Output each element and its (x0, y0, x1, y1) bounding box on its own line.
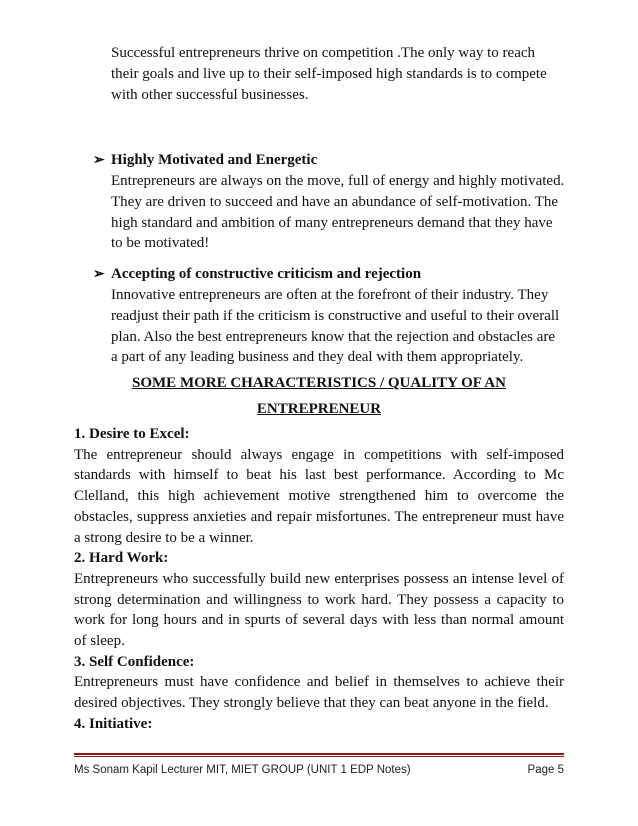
bullet-body: Entrepreneurs are always on the move, full of energy and highly motivated. They are driven to succeed and have an abundance of self-motivation. The high standard and ambition of many entrepreneurs demand that they have to be motivated! (111, 173, 565, 252)
bullet-heading: Accepting of constructive criticism and rejection (111, 266, 422, 282)
page-footer (74, 764, 564, 776)
arrow-bullet-icon: ➢ (93, 153, 105, 168)
intro-paragraph: Successful entrepreneurs thrive on competition .The only way to reach their goals and live up to their self-imposed high standards is to compete with other successful businesses. (111, 45, 547, 103)
item-body: Entrepreneurs who successfully build new enterprises possess an intense level of strong determination and willingness to work hard. They possess a capacity to work for long hours and in spurts of several days with less than normal amount of sleep. (74, 570, 564, 650)
bullet-motivated (93, 150, 565, 254)
bullet-heading: Highly Motivated and Energetic (111, 152, 318, 168)
section-title-line-1: SOME MORE CHARACTERISTICS / QUALITY OF AN (132, 375, 506, 391)
item-body: The entrepreneur should always engage in competitions with self-imposed standards with himself to beat his last best performance. According to Mc Clelland, this high achievement motive strengthened him to overcome the obstacles, suppress anxieties and repair misfortunes. The entrepreneur must have a strong desire to be a winner. (74, 446, 564, 546)
bullet-criticism (93, 264, 565, 368)
footer-divider (74, 753, 564, 757)
item-heading: 4. Initiative: (74, 715, 153, 732)
footer-author: Ms Sonam Kapil Lecturer MIT, MIET GROUP (UNIT 1 EDP Notes) (74, 764, 411, 776)
item-heading: 1. Desire to Excel: (74, 426, 190, 442)
item-heading: 3. Self Confidence: (74, 653, 195, 670)
page-number: Page 5 (527, 764, 564, 776)
characteristics-list (74, 424, 564, 735)
item-heading: 2. Hard Work: (74, 550, 169, 567)
section-title-line-2: ENTREPRENEUR (256, 401, 382, 417)
bullet-body: Innovative entrepreneurs are often at the forefront of their industry. They readjust their path if the criticism is constructive and useful to their overall plan. Also the best entrepreneurs know that the rejection and obstacles are a part of any leading business and they deal with them appropriately. (111, 287, 560, 366)
item-body: Entrepreneurs must have confidence and belief in themselves to achieve their desired objectives. They strongly believe that they can beat anyone in the field. (74, 674, 564, 712)
arrow-bullet-icon: ➢ (93, 267, 105, 282)
